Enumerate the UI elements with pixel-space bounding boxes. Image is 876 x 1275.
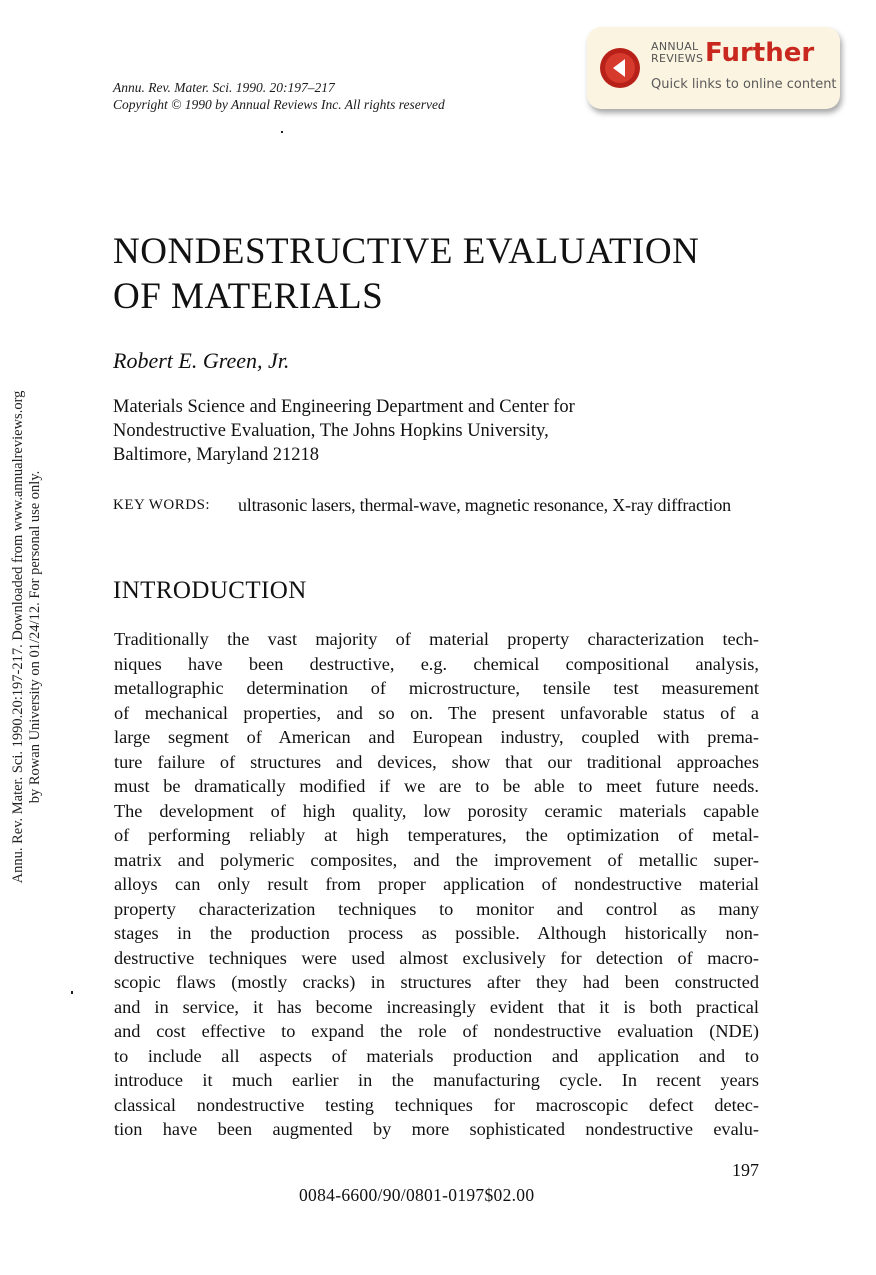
author-name: Robert E. Green, Jr. [113,348,290,373]
annual-reviews-wordmark: ANNUAL REVIEWS [651,40,704,65]
page-number: 197 [732,1160,759,1180]
watermark-line-2: by Rowan University on 01/24/12. For personal use only. [27,470,43,804]
body-line: introduce it much earlier in the manufacturing cycle. In recent years [114,1070,759,1090]
author-affiliation [113,395,575,467]
further-links-banner[interactable] [587,27,840,109]
download-watermark [10,337,44,937]
title-line-2: OF MATERIALS [113,276,384,317]
article-code: 0084-6600/90/0801-0197$02.00 [299,1185,535,1205]
body-line: The development of high quality, low porosity ceramic materials capable [114,800,759,821]
body-line: matrix and polymeric composites, and the improvement of metallic super- [114,849,759,870]
journal-citation: Annu. Rev. Mater. Sci. 1990. 20:197–217 [113,80,335,95]
running-header [113,79,445,113]
affiliation-line-1: Materials Science and Engineering Department and Center for [113,397,575,417]
body-line: scopic flaws (mostly cracks) in structures after they had been constructed [114,972,759,992]
scan-speck [71,991,73,994]
body-line: of performing reliably at high temperatures, the optimization of metal- [114,825,759,845]
affiliation-line-3: Baltimore, Maryland 21218 [113,445,320,465]
body-line: must be dramatically modified if we are to be able to meet future needs. [114,776,759,796]
section-heading: INTRODUCTION [113,577,307,604]
body-line: tion have been augmented by more sophisticated nondestructive evalu- [114,1119,759,1139]
play-back-icon [599,47,641,89]
copyright-notice: Copyright © 1990 by Annual Reviews Inc. All rights reserved [113,97,445,112]
body-line: large segment of American and European industry, coupled with prema- [114,727,759,747]
body-line: Traditionally the vast majority of material property characterization tech- [114,629,759,649]
body-line: and in service, it has become increasingly evident that it is both practical [114,996,759,1017]
body-line: metallographic determination of microstructure, tensile test measurement [114,678,759,698]
body-line: of mechanical properties, and so on. The present unfavorable status of a [114,702,759,723]
affiliation-line-2: Nondestructive Evaluation, The Johns Hopkins University, [113,421,549,441]
keywords-block [113,494,759,517]
further-subtitle: Quick links to online content [651,77,837,92]
article-title [113,229,793,319]
body-line: and cost effective to expand the role of nondestructive evaluation (NDE) [114,1021,759,1041]
scan-speck [281,131,283,133]
body-line: property characterization techniques to monitor and control as many [114,898,759,919]
body-line: ture failure of structures and devices, show that our traditional approaches [114,751,759,772]
body-line: stages in the production process as possible. Although historically non- [114,923,759,943]
body-paragraph [114,627,759,1142]
body-line: niques have been destructive, e.g. chemical compositional analysis, [114,653,759,674]
keywords-text: ultrasonic lasers, thermal-wave, magnetic resonance, X-ray diffraction [238,495,731,515]
body-line: to include all aspects of materials production and application and to [114,1045,759,1066]
further-label: Further [705,38,815,68]
watermark-line-1: Annu. Rev. Mater. Sci. 1990.20:197-217. Downloaded from www.annualreviews.org [10,390,26,884]
body-line: destructive techniques were used almost exclusively for detection of macro- [114,947,759,968]
body-line: alloys can only result from proper application of nondestructive material [114,874,759,894]
body-line: classical nondestructive testing techniques for macroscopic defect detec- [114,1094,759,1115]
title-line-1: NONDESTRUCTIVE EVALUATION [113,231,700,272]
keywords-label: KEY WORDS: [113,497,211,513]
